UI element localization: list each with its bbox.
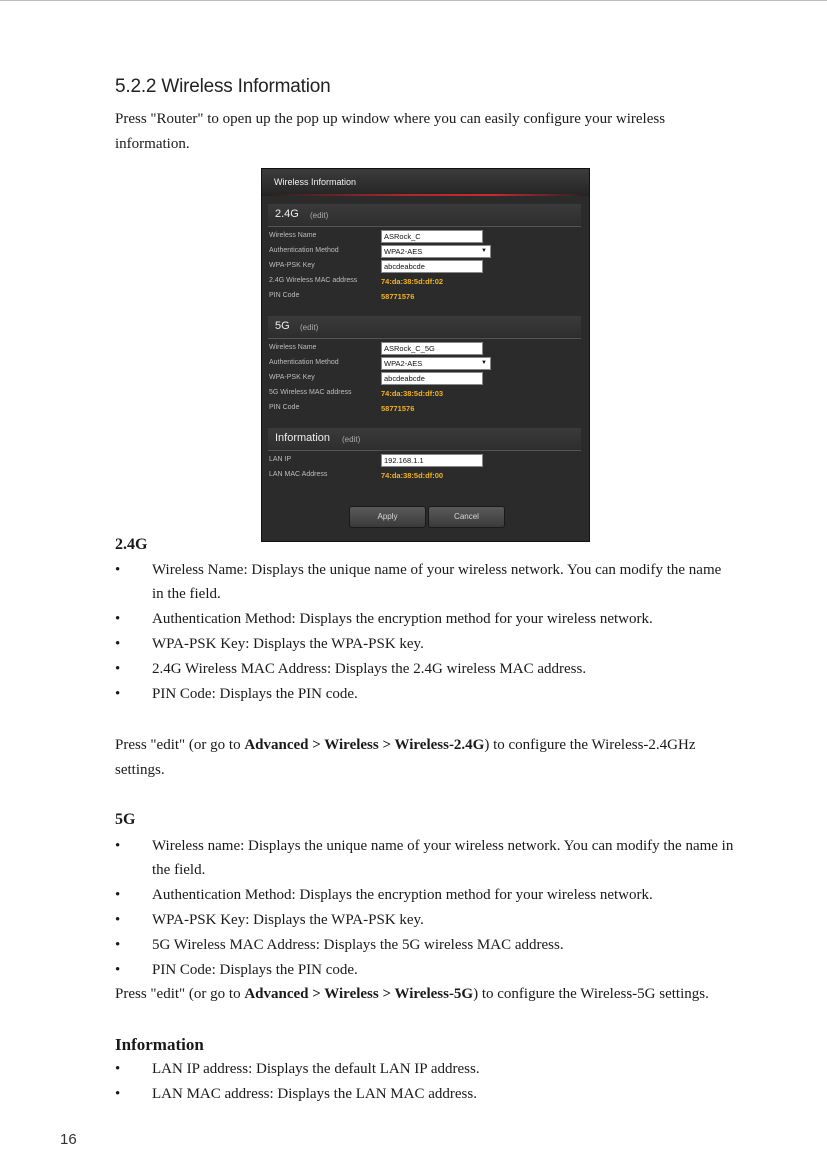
label: PIN Code <box>269 292 300 299</box>
list-5g <box>115 834 735 983</box>
text: Press "edit" (or go to <box>115 737 245 753</box>
lan-mac-value: 74:da:38:5d:df:00 <box>381 471 444 480</box>
edit-5g-link[interactable]: (edit) <box>300 323 319 332</box>
heading-5g: 5G <box>115 811 136 828</box>
group-title-information: Information <box>275 432 331 444</box>
label: Wireless Name <box>269 344 317 351</box>
item-text: 5G Wireless MAC Address: Displays the 5G wireless MAC address. <box>152 937 564 953</box>
item-text: WPA-PSK Key: Displays the WPA-PSK key. <box>152 912 424 928</box>
label: 2.4G Wireless MAC address <box>269 277 358 284</box>
list-information <box>115 1057 735 1107</box>
label: Wireless Name <box>269 232 317 239</box>
intro-paragraph: Press "Router" to open up the pop up window where you can easily configure your wireless information. <box>115 111 666 152</box>
top-rule <box>0 0 827 1</box>
label: Authentication Method <box>269 359 339 366</box>
label: Authentication Method <box>269 247 339 254</box>
list-item <box>115 834 735 882</box>
list-item <box>115 1057 735 1081</box>
list-item <box>115 1082 735 1106</box>
bullet: • <box>115 562 121 578</box>
menu-path: Advanced > Wireless > Wireless-2.4G <box>244 737 485 753</box>
label: 5G Wireless MAC address <box>269 389 352 396</box>
bullet: • <box>115 937 121 953</box>
select-value: WPA2-AES <box>384 359 423 368</box>
bullet: • <box>115 636 121 652</box>
edit-2-4g-link[interactable]: (edit) <box>310 211 329 220</box>
page-number: 16 <box>60 1131 77 1148</box>
label: WPA-PSK Key <box>269 374 315 381</box>
press-edit-5g <box>115 982 735 1007</box>
item-text: Wireless Name: Displays the unique name of your wireless network. You can modify the name in the field. <box>152 562 722 602</box>
bullet: • <box>115 962 121 978</box>
list-item <box>115 883 735 907</box>
wpa-key-2-4g-input[interactable]: abcdeabcde <box>381 260 483 273</box>
wireless-name-5g-input[interactable]: ASRock_C_5G <box>381 342 483 355</box>
wireless-name-2-4g-input[interactable]: ASRock_C <box>381 230 483 243</box>
bullet: • <box>115 887 121 903</box>
menu-path: Advanced > Wireless > Wireless-5G <box>244 986 474 1002</box>
item-text: Authentication Method: Displays the encryption method for your wireless network. <box>152 611 653 627</box>
bullet: • <box>115 838 121 854</box>
list-2-4g <box>115 558 735 707</box>
dialog-title: Wireless Information <box>262 169 589 196</box>
cancel-button[interactable]: Cancel <box>428 506 505 528</box>
label: WPA-PSK Key <box>269 262 315 269</box>
bullet: • <box>115 1086 121 1102</box>
list-item <box>115 933 735 957</box>
group-title-5g: 5G <box>275 320 290 332</box>
group-header-information <box>268 428 581 451</box>
bullet: • <box>115 1061 121 1077</box>
apply-button[interactable]: Apply <box>349 506 426 528</box>
list-item <box>115 632 735 656</box>
label: LAN MAC Address <box>269 471 328 478</box>
text: ) to configure the Wireless-2.4GHz settings. <box>115 737 696 778</box>
item-text: WPA-PSK Key: Displays the WPA-PSK key. <box>152 636 424 652</box>
select-value: WPA2-AES <box>384 247 423 256</box>
item-text: Authentication Method: Displays the encryption method for your wireless network. <box>152 887 653 903</box>
list-item <box>115 958 735 982</box>
pin-5g-value: 58771576 <box>381 404 415 413</box>
list-item <box>115 682 735 706</box>
item-text: PIN Code: Displays the PIN code. <box>152 962 358 978</box>
item-text: PIN Code: Displays the PIN code. <box>152 686 358 702</box>
dropdown-arrow-icon: ▼ <box>481 360 487 366</box>
list-item <box>115 607 735 631</box>
heading-2-4g: 2.4G <box>115 536 148 553</box>
item-text: Wireless name: Displays the unique name of your wireless network. You can modify the name in the field. <box>152 838 734 878</box>
list-item <box>115 657 735 681</box>
heading-information: Information <box>115 1035 204 1054</box>
section-heading: 5.2.2 Wireless Information <box>115 76 331 97</box>
edit-information-link[interactable]: (edit) <box>342 435 361 444</box>
wireless-information-dialog <box>261 168 590 542</box>
bullet: • <box>115 661 121 677</box>
item-text: LAN IP address: Displays the default LAN IP address. <box>152 1061 480 1077</box>
pin-2-4g-value: 58771576 <box>381 292 415 301</box>
group-title-2-4g: 2.4G <box>275 208 299 220</box>
dropdown-arrow-icon: ▼ <box>481 248 487 254</box>
text: ) to configure the Wireless-5G settings. <box>473 986 709 1002</box>
press-edit-2-4g <box>115 733 735 783</box>
group-header-2-4g <box>268 204 581 227</box>
auth-method-5g-select[interactable] <box>381 357 491 370</box>
lan-ip-input[interactable]: 192.168.1.1 <box>381 454 483 467</box>
label: PIN Code <box>269 404 300 411</box>
wpa-key-5g-input[interactable]: abcdeabcde <box>381 372 483 385</box>
bullet: • <box>115 611 121 627</box>
mac-5g-value: 74:da:38:5d:df:03 <box>381 389 444 398</box>
bullet: • <box>115 686 121 702</box>
text: Press "edit" (or go to <box>115 986 245 1002</box>
group-header-5g <box>268 316 581 339</box>
item-text: 2.4G Wireless MAC Address: Displays the 2.4G wireless MAC address. <box>152 661 587 677</box>
auth-method-2-4g-select[interactable] <box>381 245 491 258</box>
mac-2-4g-value: 74:da:38:5d:df:02 <box>381 277 444 286</box>
label: LAN IP <box>269 456 292 463</box>
list-item <box>115 908 735 932</box>
list-item <box>115 558 735 606</box>
item-text: LAN MAC address: Displays the LAN MAC address. <box>152 1086 477 1102</box>
bullet: • <box>115 912 121 928</box>
